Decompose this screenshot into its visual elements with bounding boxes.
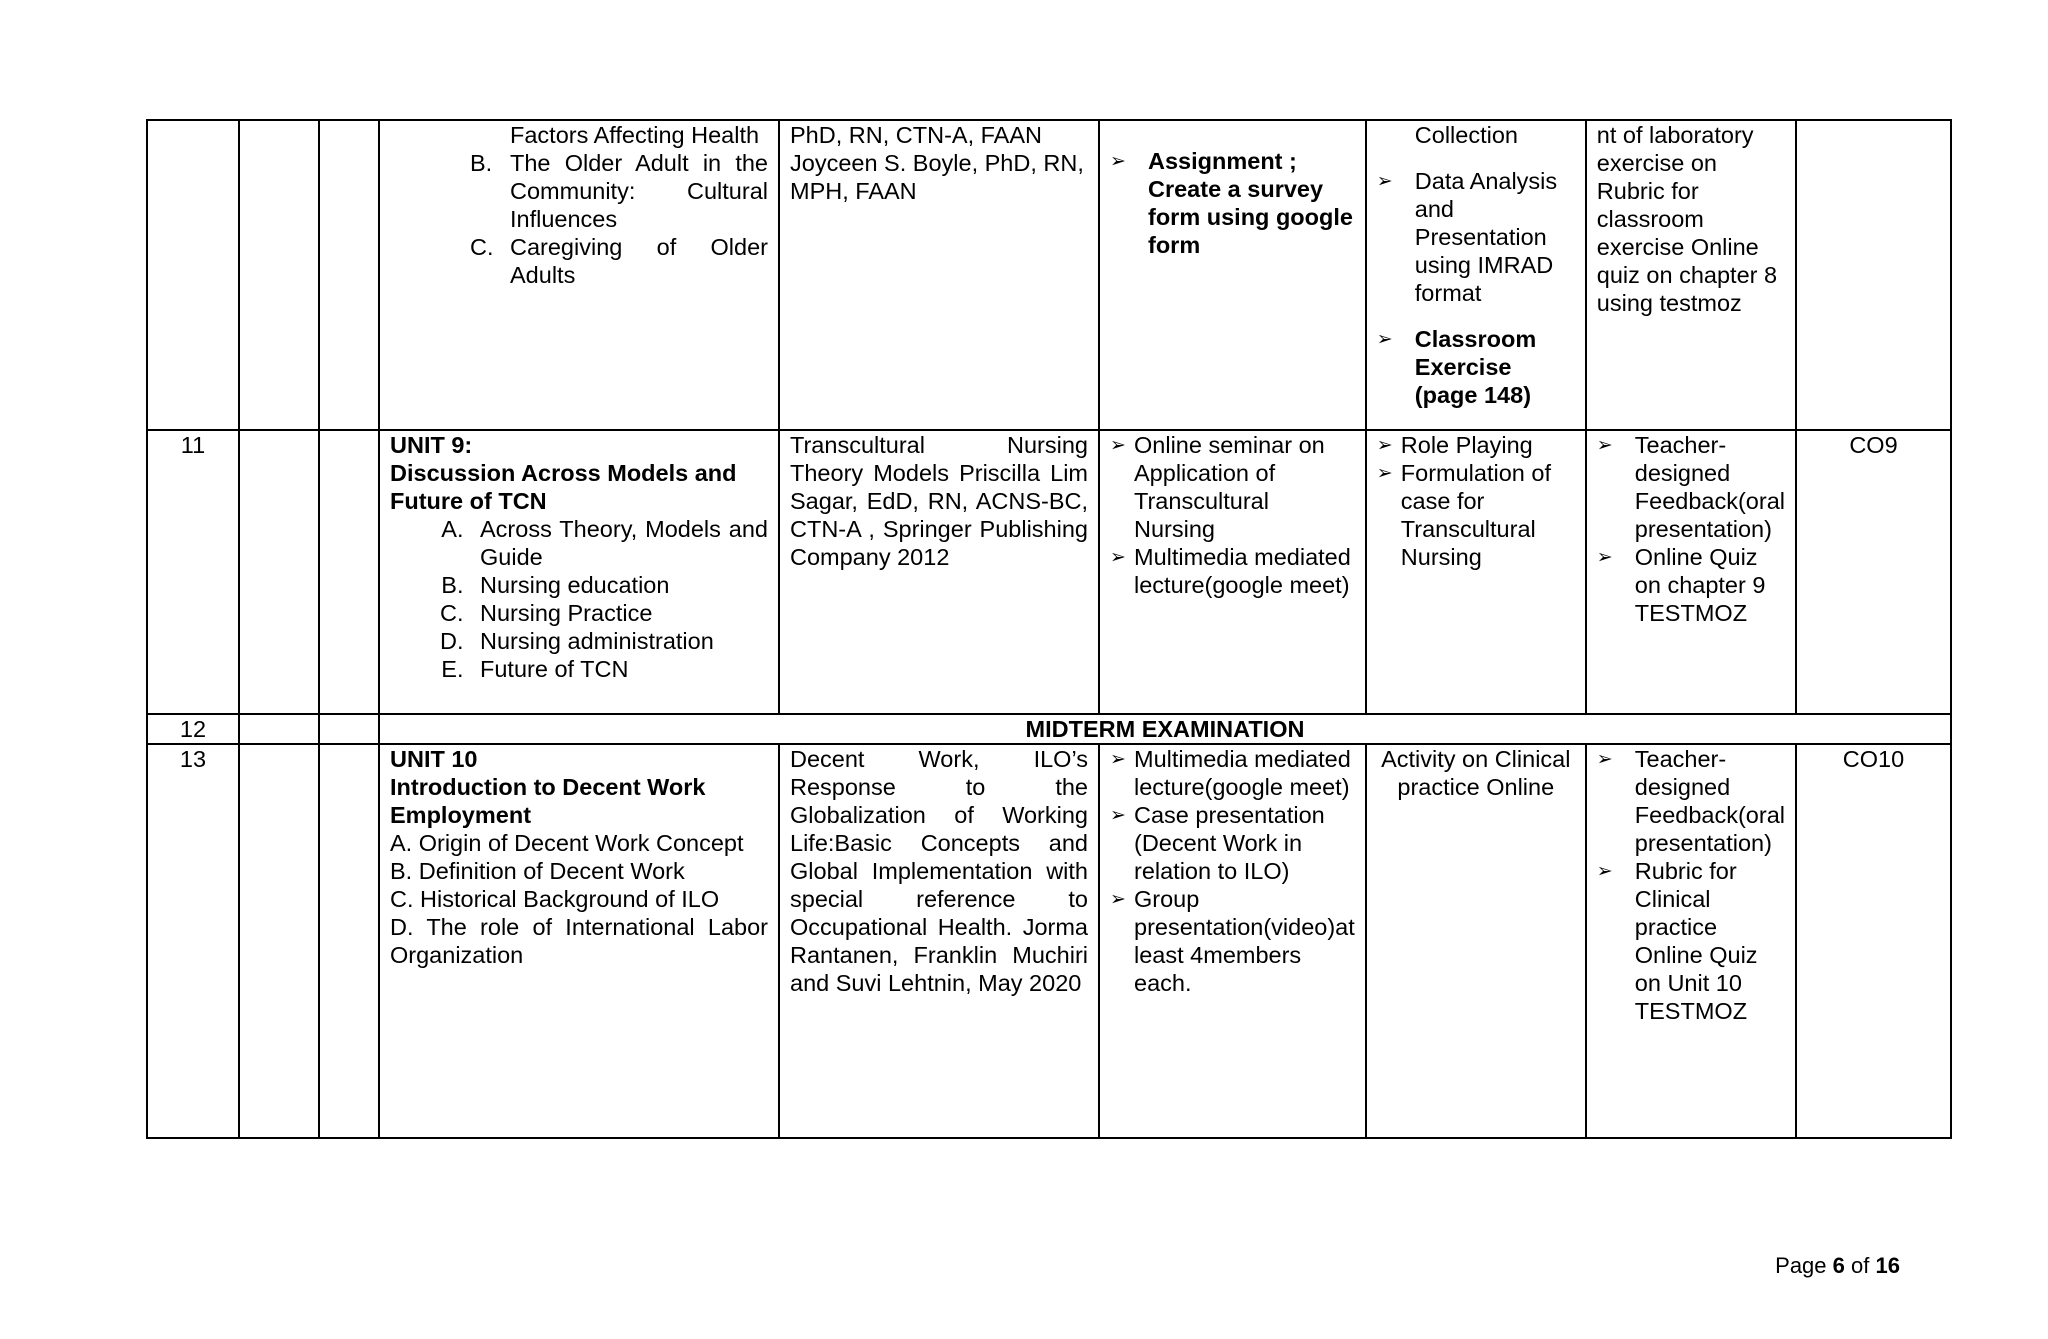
activity-list (1110, 745, 1355, 997)
topic-text: The Older Adult in the Community: Cultural Influences (510, 150, 768, 232)
assessment-cell (1366, 430, 1586, 714)
week-cell: 13 (147, 744, 239, 1138)
page-current: 6 (1832, 1253, 1845, 1278)
assessment-list (1377, 431, 1575, 571)
evaluation-item: ➢ Teacher-designed Feedback(oral presentation) (1597, 431, 1785, 543)
empty-cell (319, 744, 379, 1138)
evaluation-item: ➢ Online Quiz on chapter 9 TESTMOZ (1597, 543, 1785, 627)
outcome-cell: CO9 (1796, 430, 1951, 714)
midterm-label: MIDTERM EXAMINATION (379, 714, 1951, 744)
evaluation-cell: nt of laboratory exercise on Rubric for classroom exercise Online quiz on chapter 8 using testmoz (1586, 120, 1796, 430)
topic-item: E. Future of TCN (470, 655, 768, 683)
topic-item (390, 149, 768, 233)
activity-item: ➢ Online seminar on Application of Transcultural Nursing (1110, 431, 1355, 543)
topic-line: C. Historical Background of ILO (390, 886, 720, 912)
assessment-item: ➢ Classroom Exercise (page 148) (1377, 325, 1575, 409)
activity-cell (1099, 430, 1366, 714)
assessment-list (1377, 167, 1575, 409)
topic-item (390, 233, 768, 289)
activity-item: ➢ Group presentation(video)at least 4members each. (1110, 885, 1355, 997)
assessment-cell: Activity on Clinical practice Online (1366, 744, 1586, 1138)
topic-line: D. The role of International Labor Organization (390, 914, 768, 968)
unit-subtitle: Introduction to Decent Work Employment (390, 774, 706, 828)
evaluation-item: ➢ Teacher-designed Feedback(oral presentation) (1597, 745, 1785, 857)
empty-cell (239, 714, 319, 744)
page-number (1775, 1253, 1900, 1279)
evaluation-cell (1586, 744, 1796, 1138)
activity-cell (1099, 744, 1366, 1138)
topic-cell (379, 430, 779, 714)
empty-cell (319, 714, 379, 744)
assessment-line: Collection (1414, 122, 1518, 148)
unit-title: UNIT 10 (390, 746, 478, 772)
page-prefix: Page (1775, 1253, 1827, 1278)
reference-text: Decent Work, ILO’s Response to the Globalization of Working Life:Basic Concepts and Global Implementation with special reference to Occupational Health. Jorma Rantanen, Franklin Muchiri and Suvi Lehtnin, May 2020 (790, 746, 1088, 996)
evaluation-cell (1586, 430, 1796, 714)
unit-subtitle: Discussion Across Models and Future of TCN (390, 460, 737, 514)
activity-item: ➢ Case presentation (Decent Work in relation to ILO) (1110, 801, 1355, 885)
topic-item: A. Across Theory, Models and Guide (470, 515, 768, 571)
empty-cell (239, 744, 319, 1138)
activity-cell (1099, 120, 1366, 430)
activity-list (1110, 147, 1355, 259)
table-row-week-13 (147, 744, 1951, 1138)
assessment-item: ➢ Data Analysis and Presentation using IMRAD format (1377, 167, 1575, 307)
topic-cell (379, 120, 779, 430)
page-of: of (1851, 1253, 1870, 1278)
reference-cell: Transcultural Nursing Theory Models Priscilla Lim Sagar, EdD, RN, ACNS-BC, CTN-A , Springer Publishing Company 2012 (779, 430, 1099, 714)
reference-cell: PhD, RN, CTN-A, FAAN Joyceen S. Boyle, PhD, RN, MPH, FAAN (779, 120, 1099, 430)
outcome-cell (1796, 120, 1951, 430)
topic-item: D. Nursing administration (470, 627, 768, 655)
activity-list (1110, 431, 1355, 599)
empty-cell (239, 430, 319, 714)
evaluation-list (1597, 431, 1785, 627)
empty-cell (319, 120, 379, 430)
empty-cell (319, 430, 379, 714)
activity-item: ➢ Multimedia mediated lecture(google meet) (1110, 745, 1355, 801)
evaluation-list (1597, 745, 1785, 1025)
activity-item: ➢ Assignment ; Create a survey form using google form (1110, 147, 1355, 259)
reference-cell (779, 744, 1099, 1138)
assessment-item: ➢ Role Playing (1377, 431, 1575, 459)
week-cell (147, 120, 239, 430)
topic-list (390, 515, 768, 683)
assessment-cell (1366, 120, 1586, 430)
course-plan-table (146, 119, 1952, 1139)
week-cell: 12 (147, 714, 239, 744)
topic-text: Caregiving of Older Adults (510, 234, 768, 288)
page-total: 16 (1875, 1253, 1900, 1278)
table-row-continued (147, 120, 1951, 430)
week-cell: 11 (147, 430, 239, 714)
topic-line: B. Definition of Decent Work (390, 858, 685, 884)
topic-item: B. Nursing education (470, 571, 768, 599)
evaluation-item: ➢ Rubric for Clinical practice Online Quiz on Unit 10 TESTMOZ (1597, 857, 1785, 1025)
topic-cell (379, 744, 779, 1138)
table-row-week-11 (147, 430, 1951, 714)
table-row-week-12 (147, 714, 1951, 744)
topic-line: Factors Affecting Health (510, 122, 760, 148)
topic-item: C. Nursing Practice (470, 599, 768, 627)
unit-title: UNIT 9: (390, 432, 473, 458)
topic-line: A. Origin of Decent Work Concept (390, 830, 744, 856)
outcome-cell: CO10 (1796, 744, 1951, 1138)
empty-cell (239, 120, 319, 430)
activity-item: ➢ Multimedia mediated lecture(google meet) (1110, 543, 1355, 599)
assessment-item: ➢ Formulation of case for Transcultural Nursing (1377, 459, 1575, 571)
topic-marker: C. (470, 234, 494, 260)
topic-marker: B. (470, 150, 493, 176)
